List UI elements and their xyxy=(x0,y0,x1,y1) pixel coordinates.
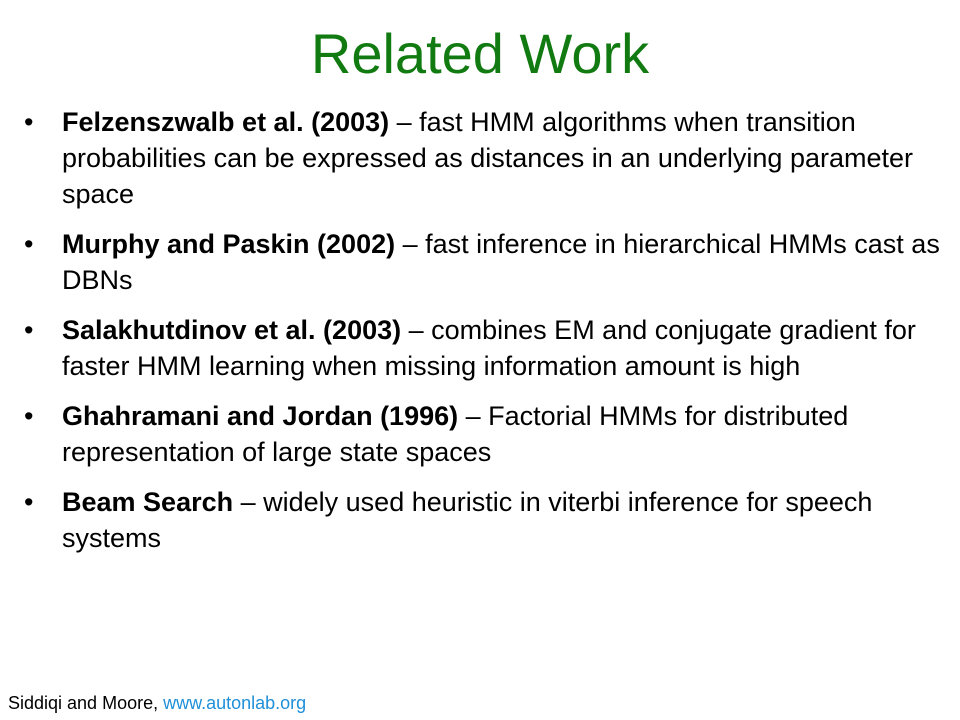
bullet-dot-icon: • xyxy=(24,107,34,137)
bullet-dot-icon: • xyxy=(24,315,34,345)
bullet-dot-icon: • xyxy=(24,229,34,259)
bullet-citation: Salakhutdinov et al. (2003) xyxy=(62,315,402,345)
footer-website-link[interactable]: www.autonlab.org xyxy=(163,693,307,713)
bullet-item xyxy=(22,104,942,212)
bullet-citation: Beam Search xyxy=(62,487,234,517)
bullet-description: – fast inference in hierarchical HMMs cast as DBNs xyxy=(62,229,940,295)
bullet-description: – combines EM and conjugate gradient for faster HMM learning when missing information amount is high xyxy=(62,315,916,381)
bullet-item xyxy=(22,484,942,556)
bullet-list xyxy=(22,104,942,570)
bullet-description: – fast HMM algorithms when transition probabilities can be expressed as distances in an underlying parameter space xyxy=(62,107,914,209)
bullet-description: – widely used heuristic in viterbi inference for speech systems xyxy=(62,487,873,553)
bullet-dot-icon: • xyxy=(24,487,34,517)
slide-footer xyxy=(8,692,306,714)
bullet-description: – Factorial HMMs for distributed representation of large state spaces xyxy=(62,401,849,467)
bullet-citation: Murphy and Paskin (2002) xyxy=(62,229,396,259)
bullet-dot-icon: • xyxy=(24,401,34,431)
bullet-item xyxy=(22,226,942,298)
slide-title: Related Work xyxy=(310,22,650,85)
footer-authors: Siddiqi and Moore, xyxy=(8,693,164,713)
bullet-item xyxy=(22,398,942,470)
bullet-citation: Felzenszwalb et al. (2003) xyxy=(62,107,390,137)
bullet-item xyxy=(22,312,942,384)
bullet-citation: Ghahramani and Jordan (1996) xyxy=(62,401,459,431)
